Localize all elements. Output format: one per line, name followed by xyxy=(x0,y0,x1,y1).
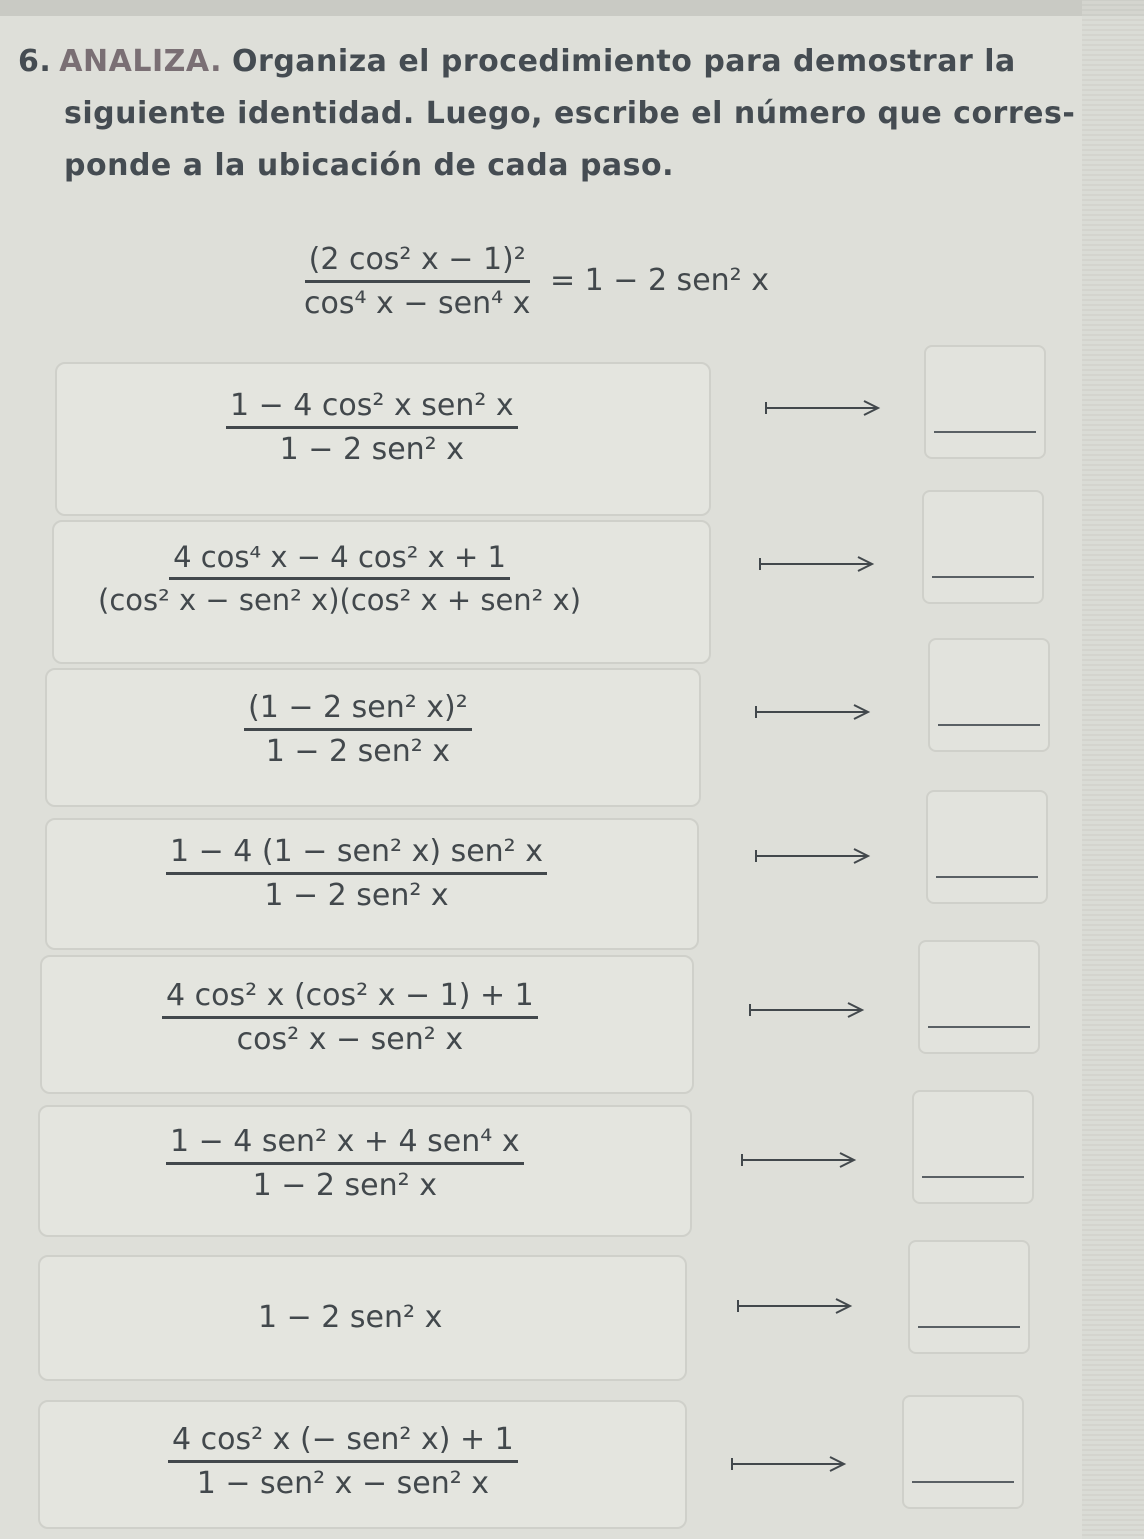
step-expression xyxy=(94,540,585,617)
step-expression xyxy=(166,1124,524,1203)
arrow-icon xyxy=(748,1000,868,1020)
step-denominator: 1 − 2 sen² x xyxy=(252,1168,437,1203)
answer-box[interactable] xyxy=(928,638,1050,752)
step-numerator: 1 − 4 cos² x sen² x xyxy=(226,388,518,429)
answer-box[interactable] xyxy=(902,1395,1024,1509)
step-expression: 1 − 2 sen² x xyxy=(258,1300,443,1335)
step-denominator: 1 − 2 sen² x xyxy=(264,878,449,913)
arrow-icon xyxy=(736,1296,856,1316)
step-denominator: (cos² x − sen² x)(cos² x + sen² x) xyxy=(98,583,582,617)
page-top-edge xyxy=(0,0,1144,16)
answer-line[interactable] xyxy=(922,1176,1024,1178)
step-numerator: 1 − 4 (1 − sen² x) sen² x xyxy=(166,834,547,875)
answer-line[interactable] xyxy=(938,724,1040,726)
step-expression xyxy=(244,690,472,769)
answer-box[interactable] xyxy=(912,1090,1034,1204)
step-expression xyxy=(166,834,547,913)
answer-box[interactable] xyxy=(924,345,1046,459)
step-numerator: (1 − 2 sen² x)² xyxy=(244,690,472,731)
exercise-heading xyxy=(18,36,1098,192)
arrow-icon xyxy=(758,554,878,574)
answer-box[interactable] xyxy=(918,940,1040,1054)
step-numerator: 4 cos² x (− sen² x) + 1 xyxy=(168,1422,518,1463)
step-expression xyxy=(162,978,538,1057)
step-numerator: 4 cos⁴ x − 4 cos² x + 1 xyxy=(169,540,510,580)
identity-equation xyxy=(300,242,769,321)
page-right-edge xyxy=(1082,0,1144,1539)
answer-line[interactable] xyxy=(912,1481,1014,1483)
answer-line[interactable] xyxy=(936,876,1038,878)
identity-numerator: (2 cos² x − 1)² xyxy=(305,242,530,283)
step-denominator: 1 − 2 sen² x xyxy=(265,734,451,769)
instruction-line-1: Organiza el procedimiento para demostrar la xyxy=(232,44,1016,79)
arrow-icon xyxy=(754,846,874,866)
arrow-icon xyxy=(754,702,874,722)
step-denominator: 1 − 2 sen² x xyxy=(279,432,464,467)
step-numerator: 1 − 4 sen² x + 4 sen⁴ x xyxy=(166,1124,524,1165)
answer-line[interactable] xyxy=(932,576,1034,578)
step-denominator: 1 − sen² x − sen² x xyxy=(196,1466,490,1501)
answer-line[interactable] xyxy=(928,1026,1030,1028)
identity-denominator: cos⁴ x − sen⁴ x xyxy=(304,286,531,321)
step-denominator: cos² x − sen² x xyxy=(236,1022,464,1057)
answer-line[interactable] xyxy=(918,1326,1020,1328)
arrow-icon xyxy=(764,398,884,418)
answer-box[interactable] xyxy=(926,790,1048,904)
arrow-icon xyxy=(730,1454,850,1474)
answer-box[interactable] xyxy=(922,490,1044,604)
answer-box[interactable] xyxy=(908,1240,1030,1354)
identity-fraction xyxy=(300,242,534,321)
instruction-line-2: siguiente identidad. Luego, escribe el número que corres- xyxy=(64,96,1076,131)
identity-rhs: = 1 − 2 sen² x xyxy=(549,263,769,298)
answer-line[interactable] xyxy=(934,431,1036,433)
instruction-line-3: ponde a la ubicación de cada paso. xyxy=(64,148,675,183)
exercise-number: 6. xyxy=(18,44,52,79)
arrow-icon xyxy=(740,1150,860,1170)
exercise-keyword: ANALIZA. xyxy=(59,44,223,79)
step-numerator: 4 cos² x (cos² x − 1) + 1 xyxy=(162,978,538,1019)
step-expression xyxy=(226,388,518,467)
step-expression xyxy=(168,1422,518,1501)
